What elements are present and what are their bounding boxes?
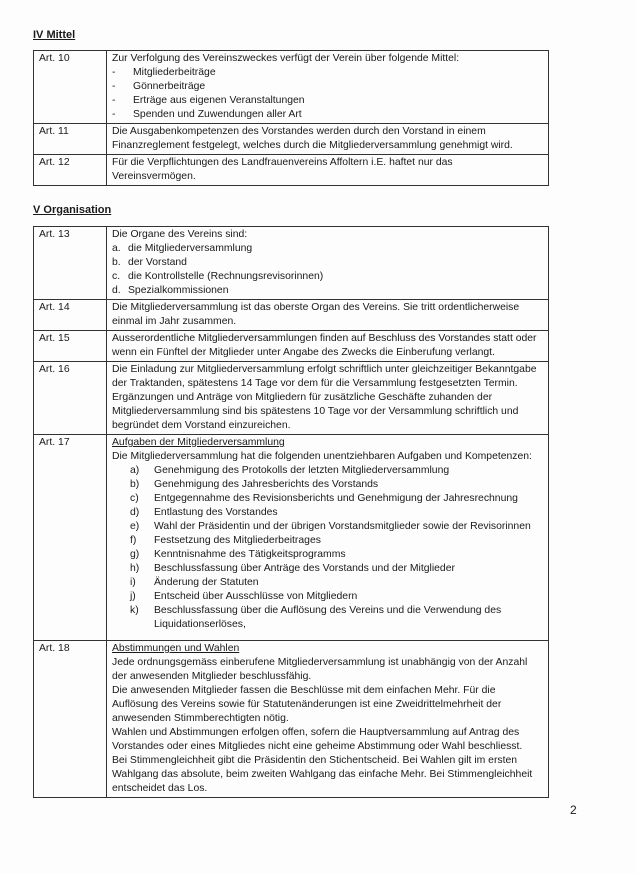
list-item: b. der Vorstand bbox=[112, 257, 187, 268]
article-body: Für die Verpflichtungen des Landfrauenvereins Affoltern i.E. haftet nur das Vereinsvermögen. bbox=[107, 155, 549, 186]
list-item: c) Entgegennahme des Revisionsberichts und Genehmigung der Jahresrechnung bbox=[130, 493, 518, 504]
article-body bbox=[107, 227, 549, 300]
list-item: j) Entscheid über Ausschlüsse von Mitgliedern bbox=[130, 591, 358, 602]
list-item: a. die Mitgliederversammlung bbox=[112, 243, 253, 254]
list-item: e) Wahl der Präsidentin und der übrigen Vorstandsmitglieder sowie der Revisorinnen bbox=[130, 521, 531, 532]
table-row-art-17 bbox=[34, 435, 549, 641]
list-item: a) Genehmigung des Protokolls der letzten Mitgliederversammlung bbox=[130, 465, 450, 476]
article-label: Art. 18 bbox=[34, 641, 107, 798]
table-row-art-15 bbox=[34, 331, 549, 362]
list-item: - Erträge aus eigenen Veranstaltungen bbox=[112, 95, 305, 106]
table-row-art-16 bbox=[34, 362, 549, 435]
table-mittel bbox=[33, 50, 549, 186]
section-title-organisation: V Organisation bbox=[33, 204, 112, 216]
article-intro: Die Mitgliederversammlung hat die folgenden unentziehbaren Aufgaben und Kompetenzen: bbox=[112, 451, 532, 462]
list-item: b) Genehmigung des Jahresberichts des Vorstands bbox=[130, 479, 379, 490]
list-item-continuation: Liquidationserlöses, bbox=[154, 619, 246, 630]
article-label: Art. 13 bbox=[34, 227, 107, 300]
article-label: Art. 15 bbox=[34, 331, 107, 362]
list-item: k) Beschlussfassung über die Auflösung des Vereins und die Verwendung des bbox=[130, 605, 502, 616]
page-number: 2 bbox=[570, 803, 577, 817]
article-body bbox=[107, 435, 549, 641]
article-label: Art. 14 bbox=[34, 300, 107, 331]
article-body: Die Einladung zur Mitgliederversammlung erfolgt schriftlich unter gleichzeitiger Bekanntgabe der Traktanden, spätestens 14 Tage vor dem für die Versammlung festgesetzten Termin. Ergänzungen und Anträge von Mitgliedern für zusätzliche Geschäfte zuhanden der Mitgliederversammlung sind bis spätestens 10 Tage vor der Versammlung schriftlich und begründet dem Vorstand einzureichen. bbox=[107, 362, 549, 435]
list-item: d. Spezialkommissionen bbox=[112, 285, 229, 296]
list-item: - Spenden und Zuwendungen aller Art bbox=[112, 109, 302, 120]
article-body: Ausserordentliche Mitgliederversammlungen finden auf Beschluss des Vorstandes statt oder wenn ein Fünftel der Mitglieder unter Angabe des Zwecks die Einberufung verlangt. bbox=[107, 331, 549, 362]
article-body: Die Ausgabenkompetenzen des Vorstandes werden durch den Vorstand in einem Finanzreglement festgelegt, welches durch die Mitgliederversammlung genehmigt wird. bbox=[107, 124, 549, 155]
article-body: Die Mitgliederversammlung ist das oberste Organ des Vereins. Sie tritt ordentlicherweise einmal im Jahr zusammen. bbox=[107, 300, 549, 331]
table-row-art-11 bbox=[34, 124, 549, 155]
list-item: h) Beschlussfassung über Anträge des Vorstands und der Mitglieder bbox=[130, 563, 455, 574]
list-item: c. die Kontrollstelle (Rechnungsrevisorinnen) bbox=[112, 271, 324, 282]
table-row-art-18 bbox=[34, 641, 549, 798]
article-label: Art. 12 bbox=[34, 155, 107, 186]
list-item: - Gönnerbeiträge bbox=[112, 81, 206, 92]
list-item: f) Festsetzung des Mitgliederbeitrages bbox=[130, 535, 321, 546]
table-row-art-14 bbox=[34, 300, 549, 331]
article-heading: Aufgaben der Mitgliederversammlung bbox=[112, 437, 285, 448]
table-organisation bbox=[33, 226, 549, 798]
table-row-art-12 bbox=[34, 155, 549, 186]
table-row-art-10 bbox=[34, 51, 549, 124]
article-heading: Abstimmungen und Wahlen bbox=[112, 643, 240, 654]
article-label: Art. 17 bbox=[34, 435, 107, 641]
article-body: Abstimmungen und Wahlen Jede ordnungsgemäss einberufene Mitgliederversammlung ist unabhängig von der Anzahl der anwesenden Mitglieder beschlussfähig. Die anwesenden Mitglieder fassen die Beschlüsse mit dem einfachen Mehr. Für die Auflösung des Vereins sowie für Statutenänderungen ist eine Zweidrittelmehrheit der anwesenden Stimmberechtigten nötig. Wahlen und Abstimmungen erfolgen offen, sofern die Hauptversammlung auf Antrag des Vorstandes oder eines Mitgliedes nicht eine geheime Abstimmung oder Wahl beschliesst. Bei Stimmengleichheit gibt die Präsidentin den Stichentscheid. Bei Wahlen gilt im ersten Wahlgang das absolute, beim zweiten Wahlgang das einfache Mehr. Bei Stimmengleichheit entscheidet das Los. bbox=[107, 641, 549, 798]
article-label: Art. 11 bbox=[34, 124, 107, 155]
list-item: - Mitgliederbeiträge bbox=[112, 67, 216, 78]
list-item: d) Entlastung des Vorstandes bbox=[130, 507, 278, 518]
list-item: i) Änderung der Statuten bbox=[130, 577, 259, 588]
list-item: g) Kenntnisnahme des Tätigkeitsprogramms bbox=[130, 549, 346, 560]
article-body bbox=[107, 51, 549, 124]
article-label: Art. 16 bbox=[34, 362, 107, 435]
section-title-mittel: IV Mittel bbox=[33, 29, 76, 41]
article-intro: Zur Verfolgung des Vereinszweckes verfügt der Verein über folgende Mittel: bbox=[112, 53, 460, 64]
table-row-art-13 bbox=[34, 227, 549, 300]
article-intro: Die Organe des Vereins sind: bbox=[112, 229, 248, 240]
article-label: Art. 10 bbox=[34, 51, 107, 124]
